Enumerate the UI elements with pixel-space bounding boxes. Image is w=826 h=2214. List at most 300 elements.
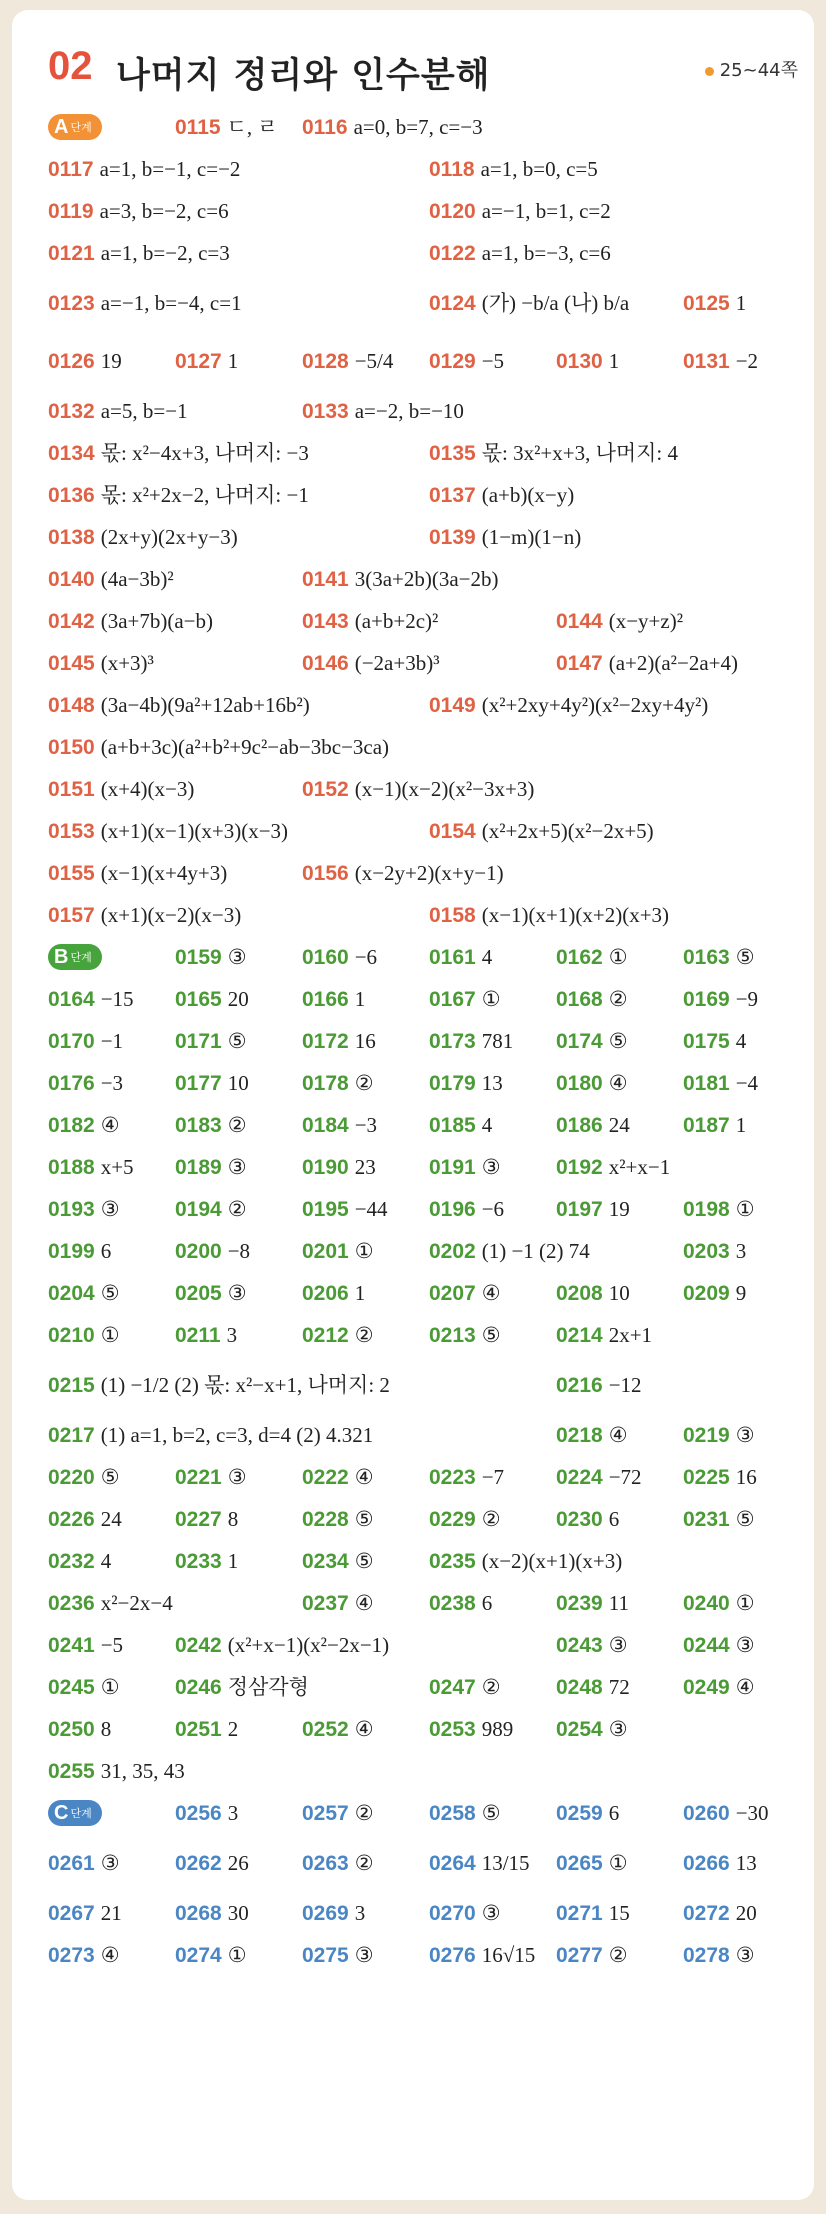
answer-item [429, 1066, 503, 1101]
problem-number: 0184 [302, 1114, 349, 1137]
answer-item [48, 646, 154, 681]
chapter-number: 02 [48, 44, 93, 88]
answer-item [429, 286, 629, 321]
answer-item [302, 1192, 388, 1227]
problem-number: 0181 [683, 1072, 730, 1095]
answer-item [683, 1066, 758, 1101]
answer-row [48, 1666, 808, 1708]
answer-item [48, 1066, 123, 1101]
level-a-badge [48, 114, 102, 140]
answer-item [556, 1502, 619, 1537]
answer-item [556, 646, 738, 681]
answer-item [429, 344, 504, 379]
problem-number: 0140 [48, 568, 95, 591]
answer-value: ③ [735, 1423, 755, 1447]
answer-value: 781 [481, 1029, 514, 1053]
answer-value: (−2a+3b)³ [354, 651, 440, 675]
answer-item [429, 1544, 622, 1579]
answer-value: a=−1, b=−4, c=1 [100, 291, 242, 315]
answer-item [429, 1712, 513, 1747]
answer-value: 13 [735, 1851, 757, 1875]
answer-item [48, 1150, 134, 1185]
problem-number: 0118 [429, 158, 475, 181]
level-suffix: 단계 [70, 120, 92, 134]
answer-value: (x−1)(x−2)(x²−3x+3) [354, 777, 535, 801]
problem-number: 0274 [175, 1944, 222, 1967]
problem-number: 0187 [683, 1114, 730, 1137]
answer-value: 10 [608, 1281, 630, 1305]
answer-value: −5 [100, 1633, 124, 1657]
answer-item [175, 1318, 237, 1353]
problem-number: 0131 [683, 350, 730, 373]
answer-value: −5 [481, 349, 505, 373]
problem-number: 0222 [302, 1466, 349, 1489]
problem-number: 0176 [48, 1072, 95, 1095]
answer-value: (a+b)(x−y) [481, 483, 575, 507]
answer-value: ③ [227, 945, 247, 969]
answer-item [48, 1896, 122, 1931]
answer-value: ③ [608, 1633, 628, 1657]
answer-row [48, 600, 808, 642]
problem-number: 0164 [48, 988, 95, 1011]
problem-number: 0169 [683, 988, 730, 1011]
answer-item [302, 1066, 374, 1101]
answer-value: (x+1)(x−2)(x−3) [100, 903, 242, 927]
answer-item [175, 1938, 247, 1973]
answer-item [302, 772, 534, 807]
problem-number: 0231 [683, 1508, 730, 1531]
answer-item [429, 478, 574, 513]
answer-value: 몫: x²−4x+3, 나머지: −3 [100, 441, 309, 465]
problem-number: 0136 [48, 484, 95, 507]
problem-number: 0253 [429, 1718, 476, 1741]
answer-item [683, 1670, 755, 1705]
problem-number: 0180 [556, 1072, 603, 1095]
answer-item [175, 1502, 238, 1537]
answer-value: ④ [481, 1281, 501, 1305]
answer-value: 16 [354, 1029, 376, 1053]
answer-item [556, 1670, 630, 1705]
bullet-icon [705, 67, 714, 76]
problem-number: 0168 [556, 988, 603, 1011]
answer-item [302, 1460, 374, 1495]
answer-value: ② [481, 1507, 501, 1531]
problem-number: 0244 [683, 1634, 730, 1657]
problem-number: 0139 [429, 526, 476, 549]
answer-item [48, 814, 288, 849]
answer-item [48, 1544, 111, 1579]
answer-item [48, 152, 240, 187]
problem-number: 0273 [48, 1944, 95, 1967]
problem-number: 0252 [302, 1718, 349, 1741]
answer-item [48, 394, 188, 429]
answer-row [48, 1272, 808, 1314]
answer-item [175, 940, 247, 975]
answer-item [429, 1586, 492, 1621]
problem-number: 0188 [48, 1156, 95, 1179]
answer-item [302, 646, 440, 681]
answer-value: 15 [608, 1901, 630, 1925]
answer-item [175, 982, 249, 1017]
answer-item [302, 1712, 374, 1747]
level-letter: C [54, 1802, 69, 1824]
answer-row [48, 106, 808, 148]
answer-value: x²+x−1 [608, 1155, 671, 1179]
problem-number: 0245 [48, 1676, 95, 1699]
answer-row [48, 1188, 808, 1230]
answer-item [175, 1628, 389, 1663]
answer-value: ② [227, 1197, 247, 1221]
answer-item [175, 1276, 247, 1311]
answer-value: 11 [608, 1591, 629, 1615]
problem-number: 0128 [302, 350, 349, 373]
problem-number: 0271 [556, 1902, 603, 1925]
problem-number: 0171 [175, 1030, 222, 1053]
answer-value: 6 [608, 1801, 620, 1825]
answer-item [556, 1108, 630, 1143]
answer-value: 몫: 3x²+x+3, 나머지: 4 [481, 441, 679, 465]
answer-value: ① [735, 1591, 755, 1615]
answer-value: (x+3)³ [100, 651, 154, 675]
answer-row [48, 1104, 808, 1146]
problem-number: 0228 [302, 1508, 349, 1531]
answer-row [48, 1498, 808, 1540]
answer-row [48, 474, 808, 516]
problem-number: 0183 [175, 1114, 222, 1137]
answer-item [302, 1108, 377, 1143]
answer-value: ⑤ [735, 945, 755, 969]
problem-number: 0192 [556, 1156, 603, 1179]
answer-item [302, 604, 438, 639]
answer-item [48, 1712, 111, 1747]
problem-number: 0127 [175, 350, 222, 373]
answer-item [429, 1192, 504, 1227]
answer-value: (가) −b/a (나) b/a [481, 291, 630, 315]
answer-value: −12 [608, 1373, 642, 1397]
answer-item [556, 1318, 652, 1353]
answer-value: ① [354, 1239, 374, 1263]
answer-value: ⑤ [481, 1323, 501, 1347]
answer-item [556, 1628, 628, 1663]
problem-number: 0190 [302, 1156, 349, 1179]
problem-number: 0259 [556, 1802, 603, 1825]
problem-number: 0158 [429, 904, 476, 927]
problem-number: 0218 [556, 1424, 603, 1447]
problem-number: 0232 [48, 1550, 95, 1573]
answer-value: 72 [608, 1675, 630, 1699]
problem-number: 0174 [556, 1030, 603, 1053]
answer-value: −1 [100, 1029, 124, 1053]
answer-item [429, 688, 708, 723]
answer-value: 8 [227, 1507, 239, 1531]
answer-value: 10 [227, 1071, 249, 1095]
answer-item [48, 1846, 120, 1881]
problem-number: 0267 [48, 1902, 95, 1925]
answer-value: ④ [354, 1465, 374, 1489]
problem-number: 0132 [48, 400, 95, 423]
answer-item [175, 1670, 309, 1705]
answer-value: 19 [608, 1197, 630, 1221]
problem-number: 0138 [48, 526, 95, 549]
answer-value: 1 [608, 349, 620, 373]
answer-item [175, 1234, 250, 1269]
problem-number: 0200 [175, 1240, 222, 1263]
problem-number: 0163 [683, 946, 730, 969]
answer-row [48, 332, 808, 390]
answer-item [48, 1024, 123, 1059]
answer-item [302, 1796, 374, 1831]
answer-item [48, 1192, 120, 1227]
problem-number: 0226 [48, 1508, 95, 1531]
answer-item [556, 1150, 670, 1185]
answer-row [48, 1020, 808, 1062]
answer-value: ⑤ [608, 1029, 628, 1053]
problem-number: 0249 [683, 1676, 730, 1699]
problem-number: 0151 [48, 778, 95, 801]
answer-row [48, 1230, 808, 1272]
level-letter: A [54, 116, 69, 138]
answer-item [48, 1754, 185, 1789]
problem-number: 0264 [429, 1852, 476, 1875]
answer-value: ① [608, 1851, 628, 1875]
answer-item [48, 478, 309, 513]
answer-value: ③ [735, 1633, 755, 1657]
answer-value: 정삼각형 [227, 1675, 309, 1699]
problem-number: 0238 [429, 1592, 476, 1615]
answer-value: 6 [481, 1591, 493, 1615]
answer-item [556, 1460, 642, 1495]
answer-item [683, 344, 758, 379]
problem-number: 0221 [175, 1466, 222, 1489]
problem-number: 0137 [429, 484, 476, 507]
problem-number: 0229 [429, 1508, 476, 1531]
answer-value: ⑤ [354, 1549, 374, 1573]
answer-item [48, 562, 174, 597]
problem-number: 0157 [48, 904, 95, 927]
problem-number: 0276 [429, 1944, 476, 1967]
answer-value: ③ [735, 1943, 755, 1967]
answer-item [175, 1712, 238, 1747]
answer-value: (3a−4b)(9a²+12ab+16b²) [100, 693, 310, 717]
answer-item [175, 1108, 247, 1143]
answer-item [48, 1234, 111, 1269]
answer-value: ④ [100, 1943, 120, 1967]
answer-value: −72 [608, 1465, 642, 1489]
answer-value: 13/15 [481, 1851, 530, 1875]
problem-number: 0115 [175, 116, 221, 139]
answer-item [48, 856, 227, 891]
answer-value: ④ [354, 1591, 374, 1615]
problem-number: 0116 [302, 116, 348, 139]
problem-number: 0207 [429, 1282, 476, 1305]
answer-value: a=1, b=0, c=5 [480, 157, 598, 181]
problem-number: 0142 [48, 610, 95, 633]
answer-value: x+5 [100, 1155, 134, 1179]
answer-value: (x²+x−1)(x²−2x−1) [227, 1633, 390, 1657]
answer-row [48, 1356, 808, 1414]
answer-item [556, 1896, 630, 1931]
answer-item [302, 1938, 374, 1973]
page-range-text: 25~44쪽 [719, 60, 798, 81]
answer-item [48, 436, 309, 471]
answer-value: 23 [354, 1155, 376, 1179]
answer-value: ㄷ, ㄹ [226, 115, 278, 139]
answer-row [48, 852, 808, 894]
answer-value: 4 [481, 945, 493, 969]
answer-value: ① [100, 1675, 120, 1699]
answer-value: ③ [100, 1851, 120, 1875]
problem-number: 0237 [302, 1592, 349, 1615]
answer-item [175, 1846, 249, 1881]
answer-item [429, 898, 669, 933]
problem-number: 0153 [48, 820, 95, 843]
answer-row [48, 390, 808, 432]
problem-number: 0248 [556, 1676, 603, 1699]
problem-number: 0175 [683, 1030, 730, 1053]
problem-number: 0242 [175, 1634, 222, 1657]
problem-number: 0167 [429, 988, 476, 1011]
problem-number: 0149 [429, 694, 476, 717]
answer-row [48, 1540, 808, 1582]
answer-value: ③ [481, 1901, 501, 1925]
problem-number: 0219 [683, 1424, 730, 1447]
answer-item [683, 1024, 746, 1059]
answer-value: (a+b+2c)² [354, 609, 439, 633]
answer-value: 24 [100, 1507, 122, 1531]
answer-row [48, 274, 808, 332]
answer-item [302, 940, 377, 975]
answer-item [556, 1024, 628, 1059]
answer-value: ⑤ [481, 1801, 501, 1825]
answer-item [302, 562, 499, 597]
problem-number: 0260 [683, 1802, 730, 1825]
answer-item [683, 982, 758, 1017]
answer-item [48, 1418, 373, 1453]
answer-item [175, 1192, 247, 1227]
answer-row [48, 1414, 808, 1456]
answer-value: ② [481, 1675, 501, 1699]
problem-number: 0134 [48, 442, 95, 465]
problem-number: 0156 [302, 862, 349, 885]
problem-number: 0129 [429, 350, 476, 373]
answer-item [683, 1276, 746, 1311]
problem-number: 0224 [556, 1466, 603, 1489]
answer-item [683, 1628, 755, 1663]
answer-value: (x−2)(x+1)(x+3) [481, 1549, 623, 1573]
answer-item [48, 1938, 120, 1973]
answer-row [48, 768, 808, 810]
answer-value: −3 [354, 1113, 378, 1137]
chapter-title: 나머지 정리와 인수분해 [116, 56, 491, 96]
answer-value: 6 [608, 1507, 620, 1531]
problem-number: 0145 [48, 652, 95, 675]
problem-number: 0241 [48, 1634, 95, 1657]
answer-value: ③ [608, 1717, 628, 1741]
answer-value: ④ [100, 1113, 120, 1137]
answer-value: −30 [735, 1801, 769, 1825]
answer-item [302, 1846, 374, 1881]
answer-value: −15 [100, 987, 134, 1011]
problem-number: 0159 [175, 946, 222, 969]
answer-item [302, 1586, 374, 1621]
answer-value: ③ [100, 1197, 120, 1221]
answer-value: −7 [481, 1465, 505, 1489]
problem-number: 0258 [429, 1802, 476, 1825]
answer-value: (x−1)(x+1)(x+2)(x+3) [481, 903, 670, 927]
answer-row [48, 1834, 808, 1892]
answer-item [48, 520, 238, 555]
answer-item [683, 1796, 769, 1831]
answer-row [48, 1708, 808, 1750]
answer-value: ③ [227, 1465, 247, 1489]
answer-item [302, 1150, 376, 1185]
answer-value: 16 [735, 1465, 757, 1489]
answer-item [556, 1938, 628, 1973]
answer-value: ③ [227, 1281, 247, 1305]
answer-item [429, 1150, 501, 1185]
problem-number: 0243 [556, 1634, 603, 1657]
problem-number: 0203 [683, 1240, 730, 1263]
answer-value: ① [608, 945, 628, 969]
problem-number: 0162 [556, 946, 603, 969]
answer-value: a=−2, b=−10 [354, 399, 464, 423]
answer-value: a=1, b=−2, c=3 [100, 241, 230, 265]
problem-number: 0148 [48, 694, 95, 717]
answer-item [302, 1024, 376, 1059]
answer-value: ② [354, 1851, 374, 1875]
answer-value: ② [608, 987, 628, 1011]
answer-item [302, 856, 504, 891]
problem-number: 0256 [175, 1802, 222, 1825]
answer-item [429, 1234, 590, 1269]
page-range [705, 56, 798, 82]
problem-number: 0257 [302, 1802, 349, 1825]
problem-number: 0236 [48, 1592, 95, 1615]
problem-number: 0206 [302, 1282, 349, 1305]
answer-row [48, 684, 808, 726]
problem-number: 0195 [302, 1198, 349, 1221]
answer-item [429, 152, 598, 187]
answer-value: 989 [481, 1717, 514, 1741]
answer-item [48, 1670, 120, 1705]
problem-number: 0254 [556, 1718, 603, 1741]
problem-number: 0165 [175, 988, 222, 1011]
answer-value: ② [227, 1113, 247, 1137]
problem-number: 0185 [429, 1114, 476, 1137]
answer-value: x²−2x−4 [100, 1591, 173, 1615]
problem-number: 0275 [302, 1944, 349, 1967]
answer-item [556, 1418, 628, 1453]
problem-number: 0198 [683, 1198, 730, 1221]
answer-value: a=−1, b=1, c=2 [481, 199, 611, 223]
answer-value: ④ [735, 1675, 755, 1699]
problem-number: 0119 [48, 200, 94, 223]
answer-value: 6 [100, 1239, 112, 1263]
answer-item [48, 286, 242, 321]
problem-number: 0178 [302, 1072, 349, 1095]
answer-item [48, 1276, 120, 1311]
answer-value: ⑤ [100, 1281, 120, 1305]
answer-item [429, 1670, 501, 1705]
answer-item [302, 982, 365, 1017]
level-suffix: 단계 [70, 1806, 92, 1820]
problem-number: 0130 [556, 350, 603, 373]
answer-value: 13 [481, 1071, 503, 1095]
problem-number: 0210 [48, 1324, 95, 1347]
answer-value: −6 [354, 945, 378, 969]
answer-value: (x+1)(x−1)(x+3)(x−3) [100, 819, 289, 843]
problem-number: 0199 [48, 1240, 95, 1263]
